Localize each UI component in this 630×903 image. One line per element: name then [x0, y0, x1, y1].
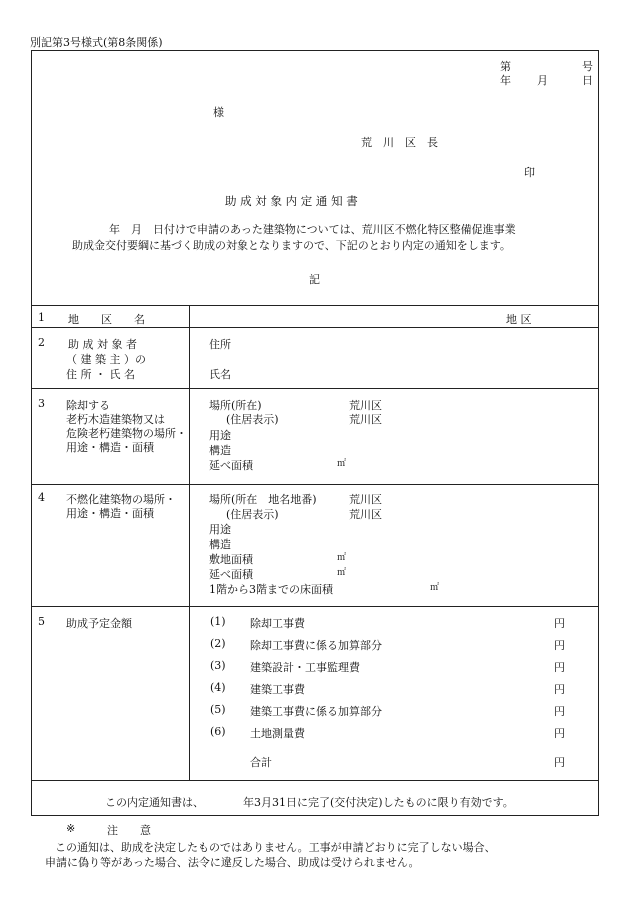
row-divider-5 [31, 780, 599, 781]
row4-use-label: 用途 [209, 523, 231, 536]
row2-number: 2 [38, 336, 45, 349]
row5-number: 5 [38, 615, 45, 628]
amount-row [210, 725, 566, 743]
amount-item-name: 建築設計・工事監理費 [250, 661, 360, 674]
row3-label-line4: 用途・構造・面積 [66, 441, 154, 454]
row3-floor-area-unit: ㎡ [337, 459, 347, 469]
seal-mark: 印 [524, 166, 535, 179]
amount-total-unit: 円 [554, 756, 565, 769]
row4-residence-value: 荒川区 [349, 508, 382, 521]
row3-place-value: 荒川区 [349, 399, 382, 412]
amount-item-number: (3) [210, 659, 226, 672]
amount-item-unit: 円 [554, 727, 565, 740]
row3-structure-label: 構造 [209, 444, 231, 457]
row-divider-4 [31, 606, 599, 607]
amount-item-name: 建築工事費 [250, 683, 305, 696]
row4-structure-label: 構造 [209, 538, 231, 551]
ki-mark: 記 [309, 273, 320, 286]
amount-item-name: 除却工事費 [250, 617, 305, 630]
row2-name-label: 氏名 [209, 368, 231, 381]
row-divider-2 [31, 388, 599, 389]
row4-place-label: 場所(所在 地名地番) [209, 493, 317, 506]
note-line-1: この通知は、助成を決定したものではありません。工事が申請どおりに完了しない場合、 [55, 841, 496, 854]
row2-label-line2: （ 建 築 主 ）の [66, 353, 146, 366]
row4-place-value: 荒川区 [349, 493, 382, 506]
row3-label-line1: 除却する [66, 399, 110, 412]
row3-label-line3: 危険老朽建築物の場所・ [66, 427, 187, 440]
month-label: 月 [537, 74, 548, 87]
amount-item-unit: 円 [554, 705, 565, 718]
validity-prefix: この内定通知書は、 [105, 796, 204, 809]
amount-row [210, 659, 566, 677]
year-label: 年 [500, 74, 511, 87]
amount-item-number: (5) [210, 703, 226, 716]
addressee-suffix: 様 [213, 106, 224, 119]
amount-item-number: (2) [210, 637, 226, 650]
row1-number: 1 [38, 311, 45, 324]
row4-residence-label: (住居表示) [226, 508, 279, 521]
row4-floor-area-unit: ㎡ [337, 568, 347, 578]
day-label: 日 [582, 74, 593, 87]
row1-value: 地 区 [506, 313, 532, 326]
table-top-line [31, 305, 599, 306]
amount-total-label: 合計 [250, 756, 272, 769]
row5-label: 助成予定金額 [66, 617, 132, 630]
validity-text: 年3月31日に完了(交付決定)したものに限り有効です。 [243, 796, 514, 809]
row3-number: 3 [38, 397, 45, 410]
body-line-2: 助成金交付要綱に基づく助成の対象となりますので、下記のとおり内定の通知をします。 [72, 239, 511, 252]
row2-label-line3: 住 所 ・ 氏 名 [66, 368, 135, 381]
row4-site-area-unit: ㎡ [337, 553, 347, 563]
column-divider [189, 305, 190, 780]
amount-item-number: (6) [210, 725, 226, 738]
amount-row [210, 637, 566, 655]
amount-item-name: 建築工事費に係る加算部分 [250, 705, 382, 718]
number-prefix: 第 [500, 60, 511, 73]
row-divider-3 [31, 484, 599, 485]
row2-address-label: 住所 [209, 338, 231, 351]
row3-label-line2: 老朽木造建築物又は [66, 413, 165, 426]
amount-item-name: 除却工事費に係る加算部分 [250, 639, 382, 652]
note-heading: 注 意 [107, 824, 151, 837]
amount-item-unit: 円 [554, 639, 565, 652]
row3-residence-value: 荒川区 [349, 413, 382, 426]
row4-f1to3-label: 1階から3階までの床面積 [209, 583, 333, 596]
amount-item-number: (4) [210, 681, 226, 694]
issuer-name: 荒 川 区 長 [361, 136, 438, 149]
amount-item-unit: 円 [554, 617, 565, 630]
row2-label-line1: 助 成 対 象 者 [68, 338, 137, 351]
row1-label: 地 区 名 [68, 313, 145, 326]
amount-item-number: (1) [210, 615, 226, 628]
note-mark: ※ [66, 822, 76, 835]
note-line-2: 申請に偽り等があった場合、法令に違反した場合、助成は受けられません。 [45, 856, 420, 869]
number-suffix: 号 [582, 60, 593, 73]
amount-row [210, 615, 566, 633]
row4-label-line2: 用途・構造・面積 [66, 507, 154, 520]
amount-total-row [210, 754, 566, 772]
row-divider-1 [31, 327, 599, 328]
amount-item-unit: 円 [554, 661, 565, 674]
row3-floor-area-label: 延べ面積 [209, 459, 253, 472]
row4-number: 4 [38, 491, 45, 504]
amount-item-unit: 円 [554, 683, 565, 696]
body-line-1: 年 月 日付けで申請のあった建築物については、荒川区不燃化特区整備促進事業 [109, 223, 516, 236]
row3-use-label: 用途 [209, 429, 231, 442]
amount-row [210, 681, 566, 699]
amount-item-name: 土地測量費 [250, 727, 305, 740]
row3-place-label: 場所(所在) [209, 399, 262, 412]
row3-residence-label: (住居表示) [226, 413, 279, 426]
row4-label-line1: 不燃化建築物の場所・ [66, 493, 176, 506]
form-label: 別記第3号様式(第8条関係) [30, 36, 163, 49]
amount-row [210, 703, 566, 721]
row4-floor-area-label: 延べ面積 [209, 568, 253, 581]
document-title: 助 成 対 象 内 定 通 知 書 [225, 194, 358, 208]
row4-site-area-label: 敷地面積 [209, 553, 253, 566]
row4-f1to3-unit: ㎡ [430, 583, 440, 593]
